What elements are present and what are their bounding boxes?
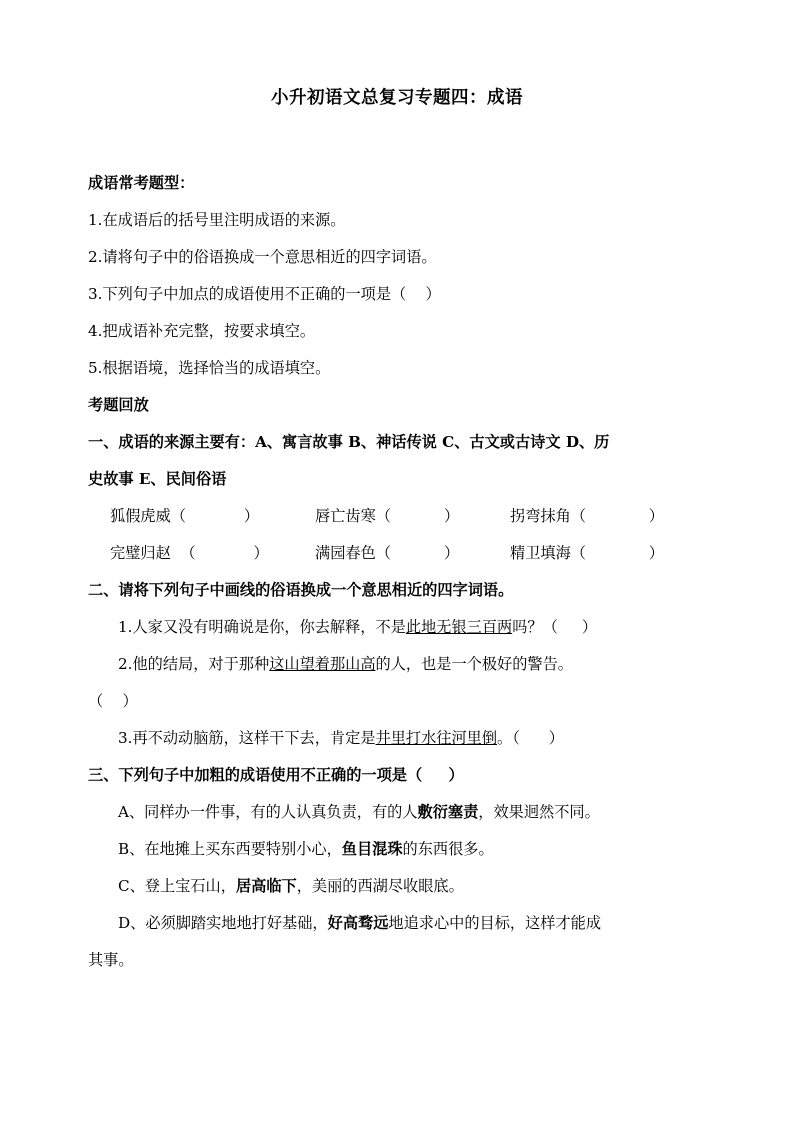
question-type-1: 1.在成语后的括号里注明成语的来源。 xyxy=(88,211,346,229)
item-suffix-text: 的人，也是一个极好的警告。 xyxy=(375,655,573,673)
option-prefix-text: B、在地摊上买东西要特别小心， xyxy=(118,840,342,858)
question-type-4: 4.把成语补充完整，按要求填空。 xyxy=(88,322,316,340)
option-prefix-text: A、同样办一件事，有的人认真负责，有的人 xyxy=(118,803,418,821)
item-prefix-text: 3.再不动动脑筋，这样干下去，肯定是 xyxy=(118,729,376,747)
section-heading-question-types: 成语常考题型： xyxy=(88,174,195,192)
idiom-blank-cell[interactable]: 唇亡齿寒（ ） xyxy=(315,507,460,525)
option-bold-idiom: 鱼目混珠 xyxy=(341,840,403,858)
idiom-blank-cell[interactable]: 满园春色（ ） xyxy=(315,544,460,562)
idiom-blank-cell[interactable]: 狐假虎威（ ） xyxy=(110,507,260,525)
question-3-option xyxy=(88,794,706,831)
question-3-option-continuation: 其事。 xyxy=(88,951,134,969)
option-prefix-text: D、必须脚踏实地地打好基础， xyxy=(118,914,328,932)
item-underlined-phrase: 井里打水往河里倒 xyxy=(375,729,497,747)
item-prefix-text: 2.他的结局，对于那种 xyxy=(118,655,270,673)
question-type-5: 5.根据语境，选择恰当的成语填空。 xyxy=(88,359,331,377)
idiom-blank-cell[interactable]: 拐弯抹角（ ） xyxy=(510,507,664,525)
section-heading-review: 考题回放 xyxy=(88,396,149,414)
item-underlined-phrase: 此地无银三百两 xyxy=(405,618,513,636)
idiom-blank-row xyxy=(88,498,706,535)
question-type-3: 3.下列句子中加点的成语使用不正确的一项是（ ） xyxy=(88,285,441,303)
idiom-blank-cell[interactable]: 精卫填海（ ） xyxy=(510,544,664,562)
question-2-item xyxy=(88,646,706,683)
option-suffix-text: 的东西很多。 xyxy=(402,840,494,858)
question-3-option xyxy=(88,868,706,905)
question-1-stem-line-1: 一、成语的来源主要有：A、寓言故事 B、神话传说 C、古文或古诗文 D、历 xyxy=(88,433,610,451)
idiom-blank-row xyxy=(88,535,706,572)
question-type-2: 2.请将句子中的俗语换成一个意思相近的四字词语。 xyxy=(88,248,437,266)
option-suffix-text: 地追求心中的目标，这样才能成 xyxy=(388,914,601,932)
question-2-item-continuation[interactable]: （ ） xyxy=(88,692,138,710)
question-1-stem-line-2: 史故事 E、民间俗语 xyxy=(88,470,227,488)
question-3-stem: 三、下列句子中加粗的成语使用不正确的一项是（ ） xyxy=(88,766,464,784)
question-3-option xyxy=(88,831,706,868)
item-suffix-text[interactable]: 。（ ） xyxy=(497,729,564,747)
option-prefix-text: C、登上宝石山， xyxy=(118,877,236,895)
item-suffix-text[interactable]: 吗？（ ） xyxy=(512,618,598,636)
question-2-item xyxy=(88,609,706,646)
question-2-item xyxy=(88,720,706,757)
page-title: 小升初语文总复习专题四：成语 xyxy=(271,88,523,108)
item-prefix-text: 1.人家又没有明确说是你，你去解释，不是 xyxy=(118,618,406,636)
option-bold-idiom: 居高临下 xyxy=(235,877,297,895)
item-underlined-phrase: 这山望着那山高 xyxy=(269,655,376,673)
option-bold-idiom: 敷衍塞责 xyxy=(417,803,479,821)
question-2-stem: 二、请将下列句子中画线的俗语换成一个意思相近的四字词语。 xyxy=(88,581,514,599)
question-3-option xyxy=(88,905,706,942)
title-spacer xyxy=(88,109,706,165)
option-bold-idiom: 好高骛远 xyxy=(327,914,389,932)
option-suffix-text: ，美丽的西湖尽收眼底。 xyxy=(296,877,464,895)
idiom-blank-cell[interactable]: 完璧归赵 （ ） xyxy=(110,544,269,562)
option-suffix-text: ，效果迥然不同。 xyxy=(478,803,600,821)
